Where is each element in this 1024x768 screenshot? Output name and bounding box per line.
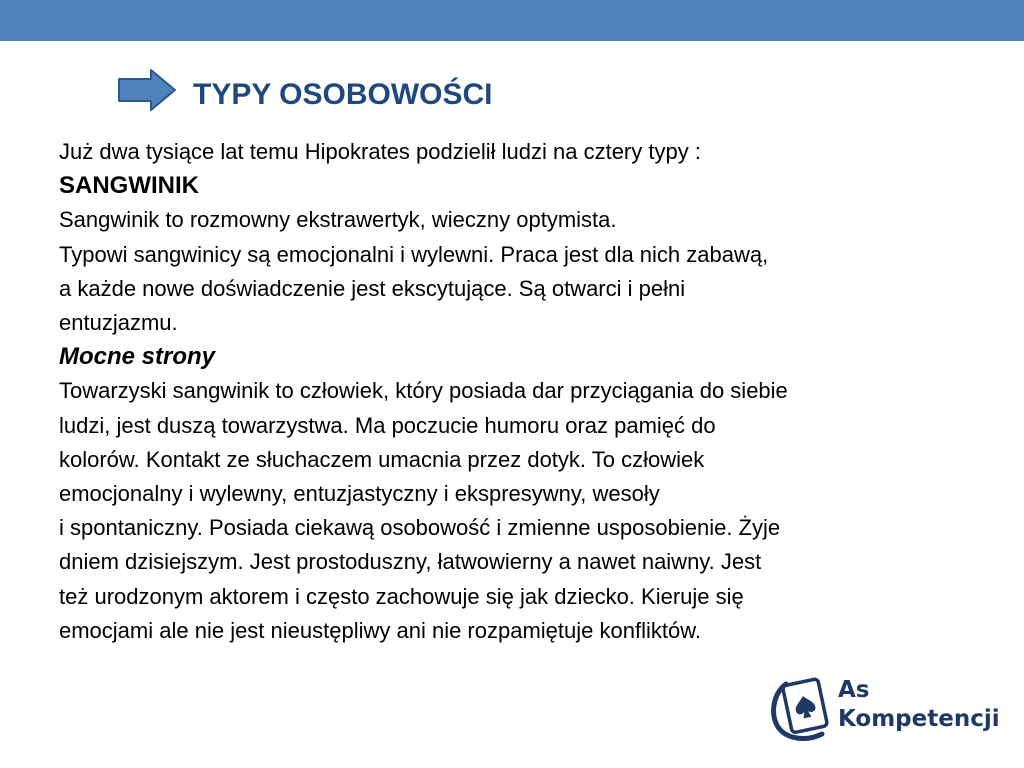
description-line: Typowi sangwinicy są emocjonalni i wylewni. Praca jest dla nich zabawą, bbox=[59, 241, 769, 267]
logo-line-1: As bbox=[838, 677, 870, 703]
strengths-line: też urodzonym aktorem i często zachowuje się jak dziecko. Kieruje się bbox=[59, 583, 744, 609]
strengths-line: ludzi, jest duszą towarzystwa. Ma poczucie humoru oraz pamięć do bbox=[59, 412, 716, 438]
heading-mocne-strony: Mocne strony bbox=[59, 343, 216, 371]
top-bar bbox=[0, 0, 1024, 41]
description-line: a każde nowe doświadczenie jest ekscytujące. Są otwarci i pełni bbox=[59, 275, 686, 301]
description-line: entuzjazmu. bbox=[59, 310, 178, 336]
strengths-line: emocjami ale nie jest nieustępliwy ani nie rozpamiętuje konfliktów. bbox=[59, 617, 701, 643]
strengths-line: emocjonalny i wylewny, entuzjastyczny i ekspresywny, wesoły bbox=[59, 481, 660, 507]
arrow-right-icon bbox=[117, 68, 177, 112]
heading-sangwinik: SANGWINIK bbox=[59, 172, 199, 200]
slide-title: TYPY OSOBOWOŚCI bbox=[193, 78, 493, 111]
strengths-line: dniem dzisiejszym. Jest prostoduszny, łatwowierny a nawet naiwny. Jest bbox=[59, 549, 762, 575]
logo-text bbox=[838, 676, 1000, 734]
logo-as-kompetencji bbox=[770, 672, 1000, 742]
strengths-line: kolorów. Kontakt ze słuchaczem umacnia przez dotyk. To człowiek bbox=[59, 446, 705, 472]
strengths-line: i spontaniczny. Posiada ciekawą osobowość i zmienne usposobienie. Żyje bbox=[59, 515, 781, 541]
logo-line-2: Kompetencji bbox=[838, 706, 1000, 732]
spade-card-icon bbox=[770, 672, 834, 742]
strengths-line: Towarzyski sangwinik to człowiek, który posiada dar przyciągania do siebie bbox=[59, 378, 788, 404]
intro-text: Już dwa tysiące lat temu Hipokrates podzielił ludzi na cztery typy : bbox=[59, 139, 701, 164]
slide-content bbox=[59, 135, 979, 648]
description-line: Sangwinik to rozmowny ekstrawertyk, wieczny optymista. bbox=[59, 207, 617, 233]
